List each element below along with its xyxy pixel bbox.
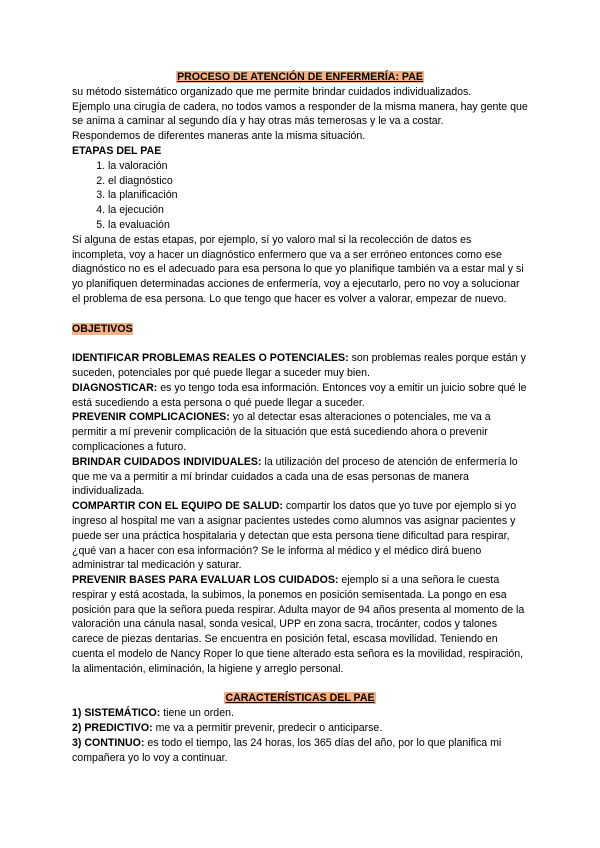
caracteristica-item	[72, 706, 528, 721]
objetivo-text: yo al detectar esas alteraciones o potenciales, me va a permitir a mí prevenir complicación de la situación que está sucediendo ahora o prevenir complicaciones a futuro.	[72, 411, 491, 453]
objetivo-text: ejemplo si a una señora le cuesta respirar y está acostada, la subimos, la ponemos en posición semisentada. La pongo en esa posición para que la señora pueda respirar. Adulta mayor de 94 años presenta al momento de la valoración una cánula nasal, sonda vesical, UPP en zona sacra, trocánter, codos y talones carece de piezas dentarias. Se encuentra en posición fetal, escasa movilidad. Teniendo en cuenta el modelo de Nancy Roper lo que tiene alterado esta señora es la movilidad, respiración, la alimentación, eliminación, la higiene y arreglo personal.	[72, 574, 525, 675]
caracteristica-text: me va a permitir prevenir, predecir o anticiparse.	[152, 722, 383, 735]
objetivo-term: DIAGNOSTICAR:	[72, 381, 158, 394]
objetivo-text: compartir los datos que yo tuve por ejemplo si yo ingreso al hospital me van a asignar pacientes ustedes como alumnos vas asignar pacientes y puede ser una práctica hospitalaria y detectan que esta persona tiene dificultad para respirar, ¿qué van a hacer con esa información? Se le informa al médico y el médico dirá bueno administrar tal medicación y saturar.	[72, 500, 517, 572]
document-page	[72, 70, 528, 765]
objetivo-item	[72, 381, 528, 411]
caracteristica-text: tiene un orden.	[160, 707, 234, 720]
etapa-item: 5. la evaluación	[108, 218, 528, 233]
intro-line-1: su método sistemático organizado que me permite brindar cuidados individualizados.	[72, 85, 472, 98]
etapas-heading: ETAPAS DEL PAE	[72, 144, 162, 157]
objetivo-term: PREVENIR BASES PARA EVALUAR LOS CUIDADOS:	[72, 574, 339, 587]
caracteristica-term: 1) SISTEMÁTICO:	[72, 707, 161, 720]
title-text: PROCESO DE ATENCIÓN DE ENFERMERÍA: PAE	[177, 71, 423, 83]
objetivo-text: la utilización del proceso de atención de enfermería lo que me va a permitir a mí brindar cuidados a cada una de esas personas de manera individualizada.	[72, 455, 518, 498]
objetivo-text: son problemas reales porque están y suceden, potenciales por qué puede llegar a suceder muy bien.	[72, 352, 526, 379]
caracteristica-item	[72, 736, 528, 766]
etapa-item: 3. la planificación	[108, 188, 528, 203]
etapa-item: 4. la ejecución	[108, 203, 528, 218]
caracteristica-text: es todo el tiempo, las 24 horas, los 365 días del año, por lo que planifica mi compañera yo lo voy a continuar.	[72, 736, 502, 764]
intro-line-3: Respondemos de diferentes maneras ante la misma situación.	[72, 130, 366, 143]
objetivo-item	[72, 410, 528, 454]
document-title	[72, 70, 528, 85]
objetivo-item	[72, 351, 528, 381]
objetivo-item	[72, 455, 528, 499]
objetivo-term: IDENTIFICAR PROBLEMAS REALES O POTENCIALES:	[72, 352, 349, 365]
caracteristica-item	[72, 721, 528, 736]
objetivo-item	[72, 573, 528, 677]
objetivo-term: COMPARTIR CON EL EQUIPO DE SALUD:	[72, 500, 283, 513]
objetivo-term: PREVENIR COMPLICACIONES:	[72, 411, 230, 424]
caracteristica-term: 3) CONTINUO:	[72, 736, 145, 749]
caracteristicas-heading-text: CARACTERÍSTICAS DEL PAE	[225, 692, 375, 705]
etapa-item: 1. la valoración	[108, 159, 528, 174]
intro-line-2: Ejemplo una cirugía de cadera, no todos vamos a responder de la misma manera, hay gente que se anima a caminar al segundo día y hay otras más temerosas y le va a costar.	[72, 100, 528, 128]
objetivos-heading-text: OBJETIVOS	[72, 322, 133, 335]
etapas-paragraph: Si alguna de estas etapas, por ejemplo, sí yo valoro mal si la recolección de datos es incompleta, voy a hacer un diagnóstico enfermero que va a ser erróneo entonces como ese diagnóstico no es el adecuado para esa persona lo que yo planifique también va a estar mal y si yo planifiquen determinadas acciones de enfermería, voy a ejecutarlo, pero no voy a solucionar el problema de esa persona. Lo que tengo que hacer es volver a valorar, empezar de nuevo.	[72, 233, 524, 305]
etapas-list	[72, 159, 528, 233]
etapa-item: 2. el diagnóstico	[108, 174, 528, 189]
objetivo-term: BRINDAR CUIDADOS INDIVIDUALES:	[72, 455, 262, 468]
caracteristica-term: 2) PREDICTIVO:	[72, 722, 153, 735]
objetivo-item	[72, 499, 528, 573]
caracteristicas-heading	[72, 691, 528, 706]
objetivos-heading	[72, 322, 528, 337]
objetivo-text: es yo tengo toda esa información. Entonces voy a emitir un juicio sobre qué le está sucediendo a esta persona o qué puede llegar a suceder.	[72, 381, 527, 409]
